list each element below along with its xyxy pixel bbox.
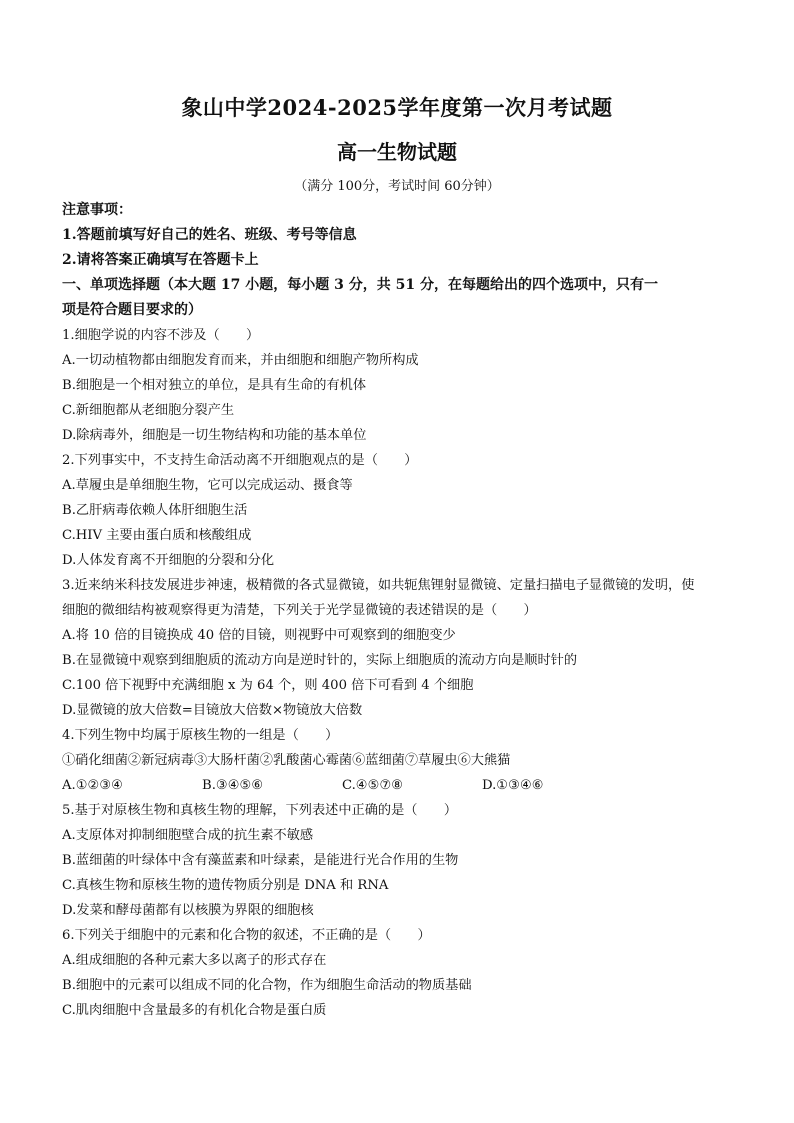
option-d: D.除病毒外，细胞是一切生物结构和功能的基本单位: [62, 428, 367, 443]
option-b: B.蓝细菌的叶绿体中含有藻蓝素和叶绿素，是能进行光合作用的生物: [62, 853, 459, 868]
exam-subtitle: 高一生物试题: [337, 140, 457, 164]
option-a: A.支原体对抑制细胞壁合成的抗生素不敏感: [62, 828, 314, 843]
option-a: A.一切动植物都由细胞发育而来，并由细胞和细胞产物所构成: [62, 353, 419, 368]
question-stem: 5.基于对原核生物和真核生物的理解，下列表述中正确的是（ ）: [62, 803, 458, 818]
option-b: B.细胞中的元素可以组成不同的化合物，作为细胞生命活动的物质基础: [62, 978, 472, 993]
option-c: C.④⑤⑦⑧: [342, 778, 404, 793]
option-a: A.组成细胞的各种元素大多以离子的形式存在: [62, 953, 327, 968]
option-a: A.①②③④: [62, 778, 124, 793]
option-b: B.在显微镜中观察到细胞质的流动方向是逆时针的，实际上细胞质的流动方向是顺时针的: [62, 653, 578, 668]
option-b: B.细胞是一个相对独立的单位，是具有生命的有机体: [62, 378, 367, 393]
option-c: C.HIV 主要由蛋白质和核酸组成: [62, 528, 252, 543]
option-d: D.①③④⑥: [482, 778, 544, 793]
notes-heading: 注意事项：: [62, 202, 132, 218]
option-d: D.发菜和酵母菌都有以核膜为界限的细胞核: [62, 903, 314, 918]
exam-content: [62, 198, 738, 1023]
note-item: 2.请将答案正确填写在答题卡上: [62, 252, 259, 268]
option-b: B.③④⑤⑥: [202, 778, 264, 793]
question-stem: 1.细胞学说的内容不涉及（ ）: [62, 328, 260, 343]
option-b: B.乙肝病毒依赖人体肝细胞生活: [62, 503, 248, 518]
question-stem: 2.下列事实中，不支持生命活动离不开细胞观点的是（ ）: [62, 453, 418, 468]
question-stem: 3.近来纳米科技发展进步神速，极精微的各式显微镜，如共轭焦锂射显微镜、定量扫描电子显微镜的发明，使: [62, 578, 695, 593]
organism-list: ①硝化细菌②新冠病毒③大肠杆菌②乳酸菌心霉菌⑥蓝细菌⑦草履虫⑥大熊猫: [62, 753, 511, 768]
option-c: C.100 倍下视野中充满细胞 x 为 64 个，则 400 倍下可看到 4 个细胞: [62, 678, 474, 693]
section-heading: 一、单项选择题（本大题 17 小题，每小题 3 分，共 51 分，在每题给出的四个选项中，只有一: [62, 277, 658, 293]
option-a: A.草履虫是单细胞生物，它可以完成运动、摄食等: [62, 478, 353, 493]
options-row: [62, 773, 738, 798]
exam-title: 象山中学2024-2025学年度第一次月考试题: [181, 95, 613, 120]
option-c: C.新细胞都从老细胞分裂产生: [62, 403, 235, 418]
option-d: D.人体发育离不开细胞的分裂和分化: [62, 553, 275, 568]
section-heading-cont: 项是符合题目要求的）: [62, 302, 202, 318]
option-c: C.真核生物和原核生物的遗传物质分别是 DNA 和 RNA: [62, 878, 389, 893]
option-d: D.显微镜的放大倍数=目镜放大倍数×物镜放大倍数: [62, 703, 363, 718]
question-stem: 4.下列生物中均属于原核生物的一组是（ ）: [62, 728, 339, 743]
option-a: A.将 10 倍的目镜换成 40 倍的目镜，则视野中可观察到的细胞变少: [62, 628, 456, 643]
score-note: （满分 100分，考试时间 60分钟）: [294, 179, 500, 194]
question-stem-cont: 细胞的微细结构被观察得更为清楚，下列关于光学显微镜的表述错误的是（ ）: [62, 603, 537, 618]
option-c: C.肌肉细胞中含量最多的有机化合物是蛋白质: [62, 1003, 327, 1018]
note-item: 1.答题前填写好自己的姓名、班级、考号等信息: [62, 227, 357, 243]
question-stem: 6.下列关于细胞中的元素和化合物的叙述，不正确的是（ ）: [62, 928, 431, 943]
